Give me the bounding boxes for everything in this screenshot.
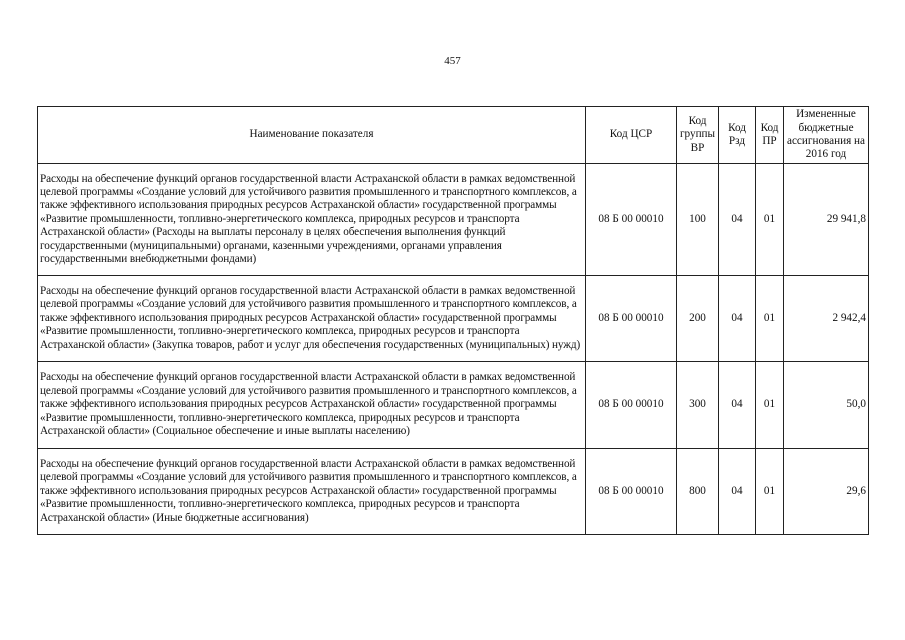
row-csr: 08 Б 00 00010 [586, 164, 677, 276]
row-rzd: 04 [719, 164, 756, 276]
header-row [38, 107, 869, 164]
header-amount: Измененные бюджетные ассигнования на 2016 год [784, 107, 869, 164]
row-csr: 08 Б 00 00010 [586, 276, 677, 362]
row-name: Расходы на обеспечение функций органов государственной власти Астраханской области в рамках ведомственной целевой программы «Создание условий для устойчивого развития промышленного и транспортного комплексов, а также эффективного использования природных ресурсов Астраханской области» государственной программы «Развитие промышленности, топливно-энергетического комплекса, природных ресурсов и транспорта Астраханской области» (Социальное обеспечение и иные выплаты населению) [38, 362, 586, 449]
row-amount: 50,0 [784, 362, 869, 449]
table-row [38, 164, 869, 276]
table-header [38, 107, 869, 164]
row-rzd: 04 [719, 276, 756, 362]
row-pr: 01 [756, 276, 784, 362]
row-pr: 01 [756, 449, 784, 535]
row-vr: 200 [677, 276, 719, 362]
row-csr: 08 Б 00 00010 [586, 362, 677, 449]
row-csr: 08 Б 00 00010 [586, 449, 677, 535]
row-amount: 2 942,4 [784, 276, 869, 362]
row-amount: 29 941,8 [784, 164, 869, 276]
table-row [38, 449, 869, 535]
row-name: Расходы на обеспечение функций органов государственной власти Астраханской области в рамках ведомственной целевой программы «Создание условий для устойчивого развития промышленного и транспортного комплексов, а также эффективного использования природных ресурсов Астраханской области» государственной программы «Развитие промышленности, топливно-энергетического комплекса, природных ресурсов и транспорта Астраханской области» (Расходы на выплаты персоналу в целях обеспечения выполнения функций государственными (муниципальными) органами, казенными учреждениями, органами управления государственными внебюджетными фондами) [38, 164, 586, 276]
table-row [38, 276, 869, 362]
row-rzd: 04 [719, 449, 756, 535]
header-vr: Код группы ВР [677, 107, 719, 164]
row-pr: 01 [756, 362, 784, 449]
row-rzd: 04 [719, 362, 756, 449]
header-rzd: Код Рзд [719, 107, 756, 164]
page-number: 457 [444, 55, 461, 67]
row-vr: 100 [677, 164, 719, 276]
header-csr: Код ЦСР [586, 107, 677, 164]
row-vr: 800 [677, 449, 719, 535]
table-row [38, 362, 869, 449]
header-pr: Код ПР [756, 107, 784, 164]
row-amount: 29,6 [784, 449, 869, 535]
row-pr: 01 [756, 164, 784, 276]
header-name: Наименование показателя [38, 107, 586, 164]
row-name: Расходы на обеспечение функций органов государственной власти Астраханской области в рамках ведомственной целевой программы «Создание условий для устойчивого развития промышленного и транспортного комплексов, а также эффективного использования природных ресурсов Астраханской области» государственной программы «Развитие промышленности, топливно-энергетического комплекса, природных ресурсов и транспорта Астраханской области» (Иные бюджетные ассигнования) [38, 449, 586, 535]
budget-table [37, 106, 869, 535]
row-vr: 300 [677, 362, 719, 449]
row-name: Расходы на обеспечение функций органов государственной власти Астраханской области в рамках ведомственной целевой программы «Создание условий для устойчивого развития промышленного и транспортного комплексов, а также эффективного использования природных ресурсов Астраханской области» государственной программы «Развитие промышленности, топливно-энергетического комплекса, природных ресурсов и транспорта Астраханской области» (Закупка товаров, работ и услуг для обеспечения государственных (муниципальных) нужд) [38, 276, 586, 362]
